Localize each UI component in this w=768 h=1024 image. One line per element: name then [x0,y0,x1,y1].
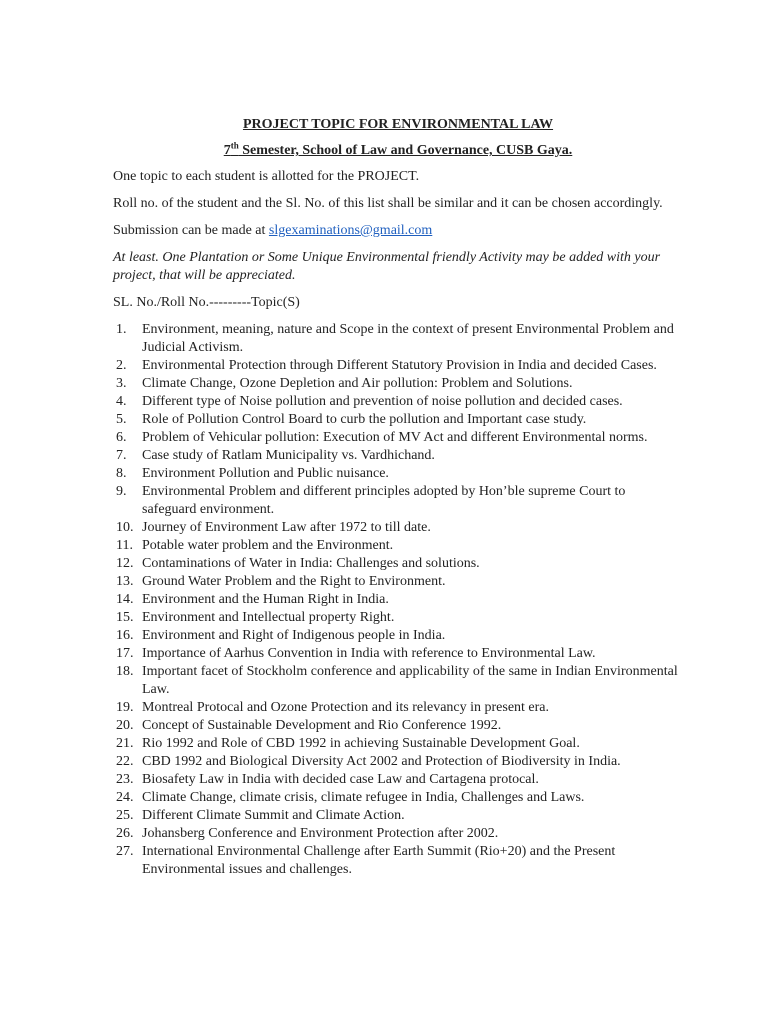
topic-number: 4. [116,394,127,409]
topic-text: Environment and Intellectual property Right. [142,610,395,625]
list-header: SL. No./Roll No.---------Topic(S) [113,295,300,310]
topic-text: Case study of Ratlam Municipality vs. Vardhichand. [142,448,435,463]
topic-item [113,483,683,519]
topic-number: 6. [116,430,127,445]
plantation-note: At least. One Plantation or Some Unique Environmental friendly Activity may be added with your project, that will be appreciated. [113,250,661,283]
subtitle-text: Semester, School of Law and Governance, CUSB Gaya. [238,143,573,158]
topic-number: 27. [116,844,134,859]
document-page [113,116,683,879]
topic-number: 15. [116,610,134,625]
topic-list [113,321,683,879]
topic-number: 7. [116,448,127,463]
topic-number: 24. [116,790,134,805]
topic-number: 14. [116,592,134,607]
topic-number: 19. [116,700,134,715]
topic-item [113,537,683,555]
topic-item [113,321,683,357]
topic-number: 8. [116,466,127,481]
topic-number: 25. [116,808,134,823]
roll-number-note: Roll no. of the student and the Sl. No. of this list shall be similar and it can be chosen accordingly. [113,196,663,211]
topic-number: 18. [116,664,134,679]
topic-number: 13. [116,574,134,589]
topic-number: 26. [116,826,134,841]
topic-number: 21. [116,736,134,751]
topic-text: Contaminations of Water in India: Challenges and solutions. [142,556,480,571]
topic-number: 1. [116,322,127,337]
topic-item [113,789,683,807]
topic-number: 12. [116,556,134,571]
topic-item [113,717,683,735]
topic-text: Rio 1992 and Role of CBD 1992 in achieving Sustainable Development Goal. [142,736,580,751]
topic-text: Potable water problem and the Environment. [142,538,394,553]
submission-note [113,222,683,240]
topic-item [113,357,683,375]
topic-number: 16. [116,628,134,643]
topic-item [113,663,683,699]
topic-number: 20. [116,718,134,733]
topic-number: 2. [116,358,127,373]
topic-item [113,627,683,645]
topic-text: Journey of Environment Law after 1972 to till date. [142,520,431,535]
topic-item [113,843,683,879]
topic-item [113,771,683,789]
topic-text: Problem of Vehicular pollution: Execution of MV Act and different Environmental norms. [142,430,648,445]
topic-text: Johansberg Conference and Environment Protection after 2002. [142,826,499,841]
topic-text: Environmental Protection through Different Statutory Provision in India and decided Cases. [142,358,657,373]
topic-item [113,807,683,825]
topic-text: Climate Change, climate crisis, climate refugee in India, Challenges and Laws. [142,790,585,805]
topic-text: Biosafety Law in India with decided case Law and Cartagena protocal. [142,772,539,787]
topic-item [113,591,683,609]
allotment-note: One topic to each student is allotted for the PROJECT. [113,169,420,184]
topic-item [113,735,683,753]
topic-item [113,555,683,573]
topic-text: Environment and the Human Right in India. [142,592,389,607]
topic-text: Environmental Problem and different principles adopted by Hon’ble supreme Court to safeguard environment. [142,484,626,517]
topic-text: Environment Pollution and Public nuisance. [142,466,389,481]
topic-number: 17. [116,646,134,661]
subtitle-ordinal: 7 [223,143,231,158]
topic-text: Environment and Right of Indigenous people in India. [142,628,446,643]
topic-number: 3. [116,376,127,391]
topic-item [113,573,683,591]
topic-item [113,753,683,771]
topic-item [113,609,683,627]
topic-item [113,519,683,537]
topic-text: Climate Change, Ozone Depletion and Air pollution: Problem and Solutions. [142,376,573,391]
topic-item [113,447,683,465]
topic-text: Montreal Protocal and Ozone Protection and its relevancy in present era. [142,700,550,715]
topic-text: CBD 1992 and Biological Diversity Act 2002 and Protection of Biodiversity in India. [142,754,621,769]
topic-item [113,411,683,429]
topic-item [113,699,683,717]
topic-number: 11. [116,538,133,553]
topic-item [113,825,683,843]
topic-item [113,393,683,411]
topic-text: Different type of Noise pollution and prevention of noise pollution and decided cases. [142,394,623,409]
topic-text: Ground Water Problem and the Right to Environment. [142,574,446,589]
document-subtitle [113,142,683,160]
topic-number: 5. [116,412,127,427]
submission-text: Submission can be made at [113,223,269,238]
topic-item [113,465,683,483]
topic-number: 10. [116,520,134,535]
topic-text: Environment, meaning, nature and Scope in the context of present Environmental Problem and Judicial Activism. [142,322,674,355]
topic-text: International Environmental Challenge after Earth Summit (Rio+20) and the Present Environmental issues and challenges. [142,844,616,877]
document-title: PROJECT TOPIC FOR ENVIRONMENTAL LAW [242,117,554,132]
email-link[interactable]: slgexaminations@gmail.com [268,223,433,238]
topic-text: Different Climate Summit and Climate Action. [142,808,405,823]
subtitle-ordinal-suffix: th [230,140,239,151]
topic-text: Concept of Sustainable Development and Rio Conference 1992. [142,718,502,733]
topic-number: 22. [116,754,134,769]
topic-text: Importance of Aarhus Convention in India with reference to Environmental Law. [142,646,596,661]
topic-text: Important facet of Stockholm conference and applicability of the same in Indian Environmental Law. [142,664,678,697]
topic-item [113,375,683,393]
topic-item [113,429,683,447]
topic-number: 9. [116,484,127,499]
topic-text: Role of Pollution Control Board to curb the pollution and Important case study. [142,412,587,427]
topic-number: 23. [116,772,134,787]
topic-item [113,645,683,663]
